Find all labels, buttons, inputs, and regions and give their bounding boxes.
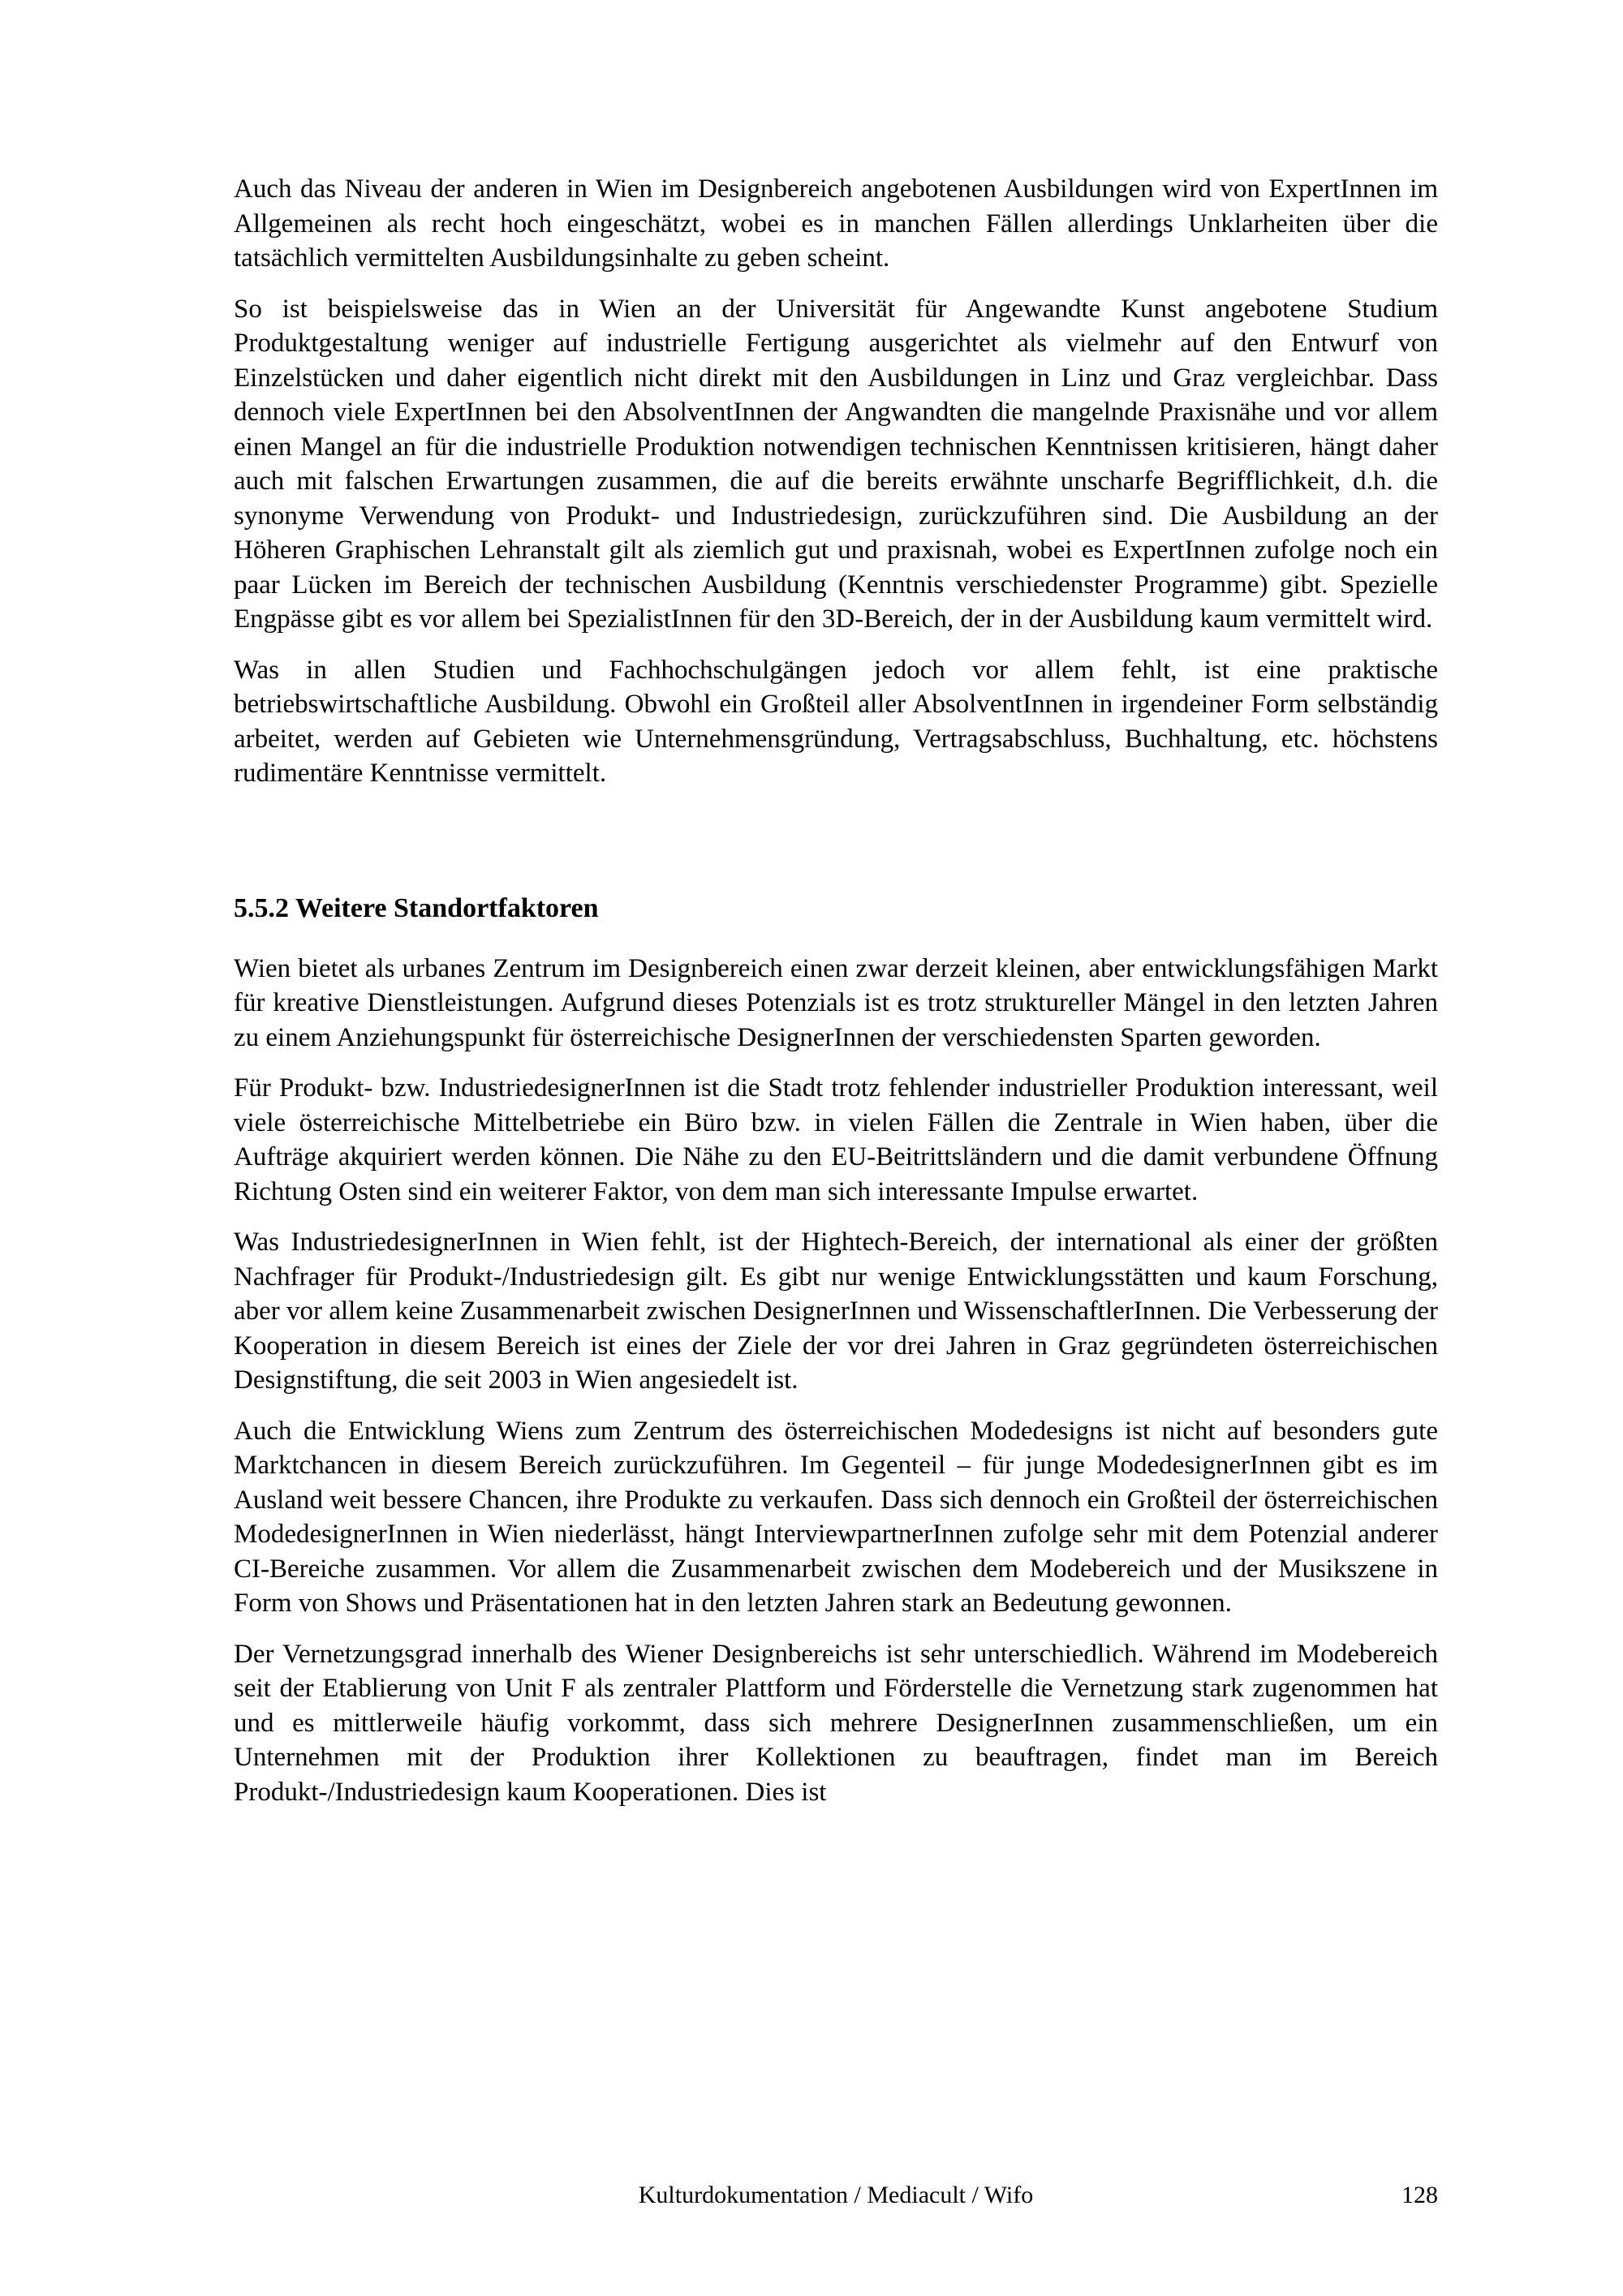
paragraph: Für Produkt- bzw. IndustriedesignerInnen ist die Stadt trotz fehlender industrieller Produktion interessant, weil viele österreichische Mittelbetriebe ein Büro bzw. in vielen Fällen die Zentrale in Wien haben, über die Aufträge akquiriert werden können. Die Nähe zu den EU-Beitrittsländern und die damit verbundene Öffnung Richtung Osten sind ein weiterer Faktor, von dem man sich interessante Impulse erwartet. bbox=[234, 1073, 1438, 1206]
section-spacer bbox=[234, 807, 1438, 892]
paragraph: Was IndustriedesignerInnen in Wien fehlt, ist der Hightech-Bereich, der international als einer der größten Nachfrager für Produkt-/Industriedesign gilt. Es gibt nur wenige Entwicklungsstätten und kaum Forschung, aber vor allem keine Zusammenarbeit zwischen DesignerInnen und WissenschaftlerInnen. Die Verbesserung der Kooperation in diesem Bereich ist eines der Ziele der vor drei Jahren in Graz gegründeten österreichischen Designstiftung, die seit 2003 in Wien angesiedelt ist. bbox=[234, 1228, 1438, 1395]
page-body bbox=[234, 172, 1438, 1825]
page-number: 128 bbox=[1401, 2182, 1438, 2208]
footer-source: Kulturdokumentation / Mediacult / Wifo bbox=[638, 2182, 1034, 2208]
paragraph: Was in allen Studien und Fachhochschulgängen jedoch vor allem fehlt, ist eine praktische betriebswirtschaftliche Ausbildung. Obwohl ein Großteil aller AbsolventInnen in irgendeiner Form selbständig arbeitet, werden auf Gebieten wie Unternehmensgründung, Vertragsabschluss, Buchhaltung, etc. höchstens rudimentäre Kenntnisse vermittelt. bbox=[234, 655, 1438, 788]
paragraph: Auch die Entwicklung Wiens zum Zentrum des österreichischen Modedesigns ist nicht auf besonders gute Marktchancen in diesem Bereich zurückzuführen. Im Gegenteil – für junge ModedesignerInnen gibt es im Ausland weit bessere Chancen, ihre Produkte zu verkaufen. Dass sich dennoch ein Großteil der österreichischen ModedesignerInnen in Wien niederlässt, hängt InterviewpartnerInnen zufolge sehr mit dem Potenzial anderer CI-Bereiche zusammen. Vor allem die Zusammenarbeit zwischen dem Modebereich und der Musikszene in Form von Shows und Präsentationen hat in den letzten Jahren stark an Bedeutung gewonnen. bbox=[234, 1416, 1438, 1618]
paragraph: Auch das Niveau der anderen in Wien im Designbereich angebotenen Ausbildungen wird von ExpertInnen im Allgemeinen als recht hoch eingeschätzt, wobei es in manchen Fällen allerdings Unklarheiten über die tatsächlich vermittelten Ausbildungsinhalte zu geben scheint. bbox=[234, 174, 1438, 273]
section-heading: 5.5.2 Weitere Standortfaktoren bbox=[234, 892, 599, 923]
paragraph: Der Vernetzungsgrad innerhalb des Wiener Designbereichs ist sehr unterschiedlich. Während im Modebereich seit der Etablierung von Unit F als zentraler Plattform und Förderstelle die Vernetzung stark zugenommen hat und es mittlerweile häufig vorkommt, dass sich mehrere DesignerInnen zusammenschließen, um ein Unternehmen mit der Produktion ihrer Kollektionen zu beauftragen, findet man im Bereich Produkt-/Industriedesign kaum Kooperationen. Dies ist bbox=[234, 1639, 1438, 1807]
paragraph: So ist beispielsweise das in Wien an der Universität für Angewandte Kunst angebotene Studium Produktgestaltung weniger auf industrielle Fertigung ausgerichtet als vielmehr auf den Entwurf von Einzelstücken und daher eigentlich nicht direkt mit den Ausbildungen in Linz und Graz vergleichbar. Dass dennoch viele ExpertInnen bei den AbsolventInnen der Angwandten die mangelnde Praxisnähe und vor allem einen Mangel an für die industrielle Produktion notwendigen technischen Kenntnissen kritisieren, hängt daher auch mit falschen Erwartungen zusammen, die auf die bereits erwähnte unscharfe Begrifflichkeit, d.h. die synonyme Verwendung von Produkt- und Industriedesign, zurückzuführen sind. Die Ausbildung an der Höheren Graphischen Lehranstalt gilt als ziemlich gut und praxisnah, wobei es ExpertInnen zufolge noch ein paar Lücken im Bereich der technischen Ausbildung (Kenntnis verschiedenster Programme) gibt. Spezielle Engpässe gibt es vor allem bei SpezialistInnen für den 3D-Bereich, der in der Ausbildung kaum vermittelt wird. bbox=[234, 294, 1438, 634]
paragraph: Wien bietet als urbanes Zentrum im Designbereich einen zwar derzeit kleinen, aber entwicklungsfähigen Markt für kreative Dienstleistungen. Aufgrund dieses Potenzials ist es trotz struktureller Mängel in den letzten Jahren zu einem Anziehungspunkt für österreichische DesignerInnen der verschiedensten Sparten geworden. bbox=[234, 953, 1438, 1052]
